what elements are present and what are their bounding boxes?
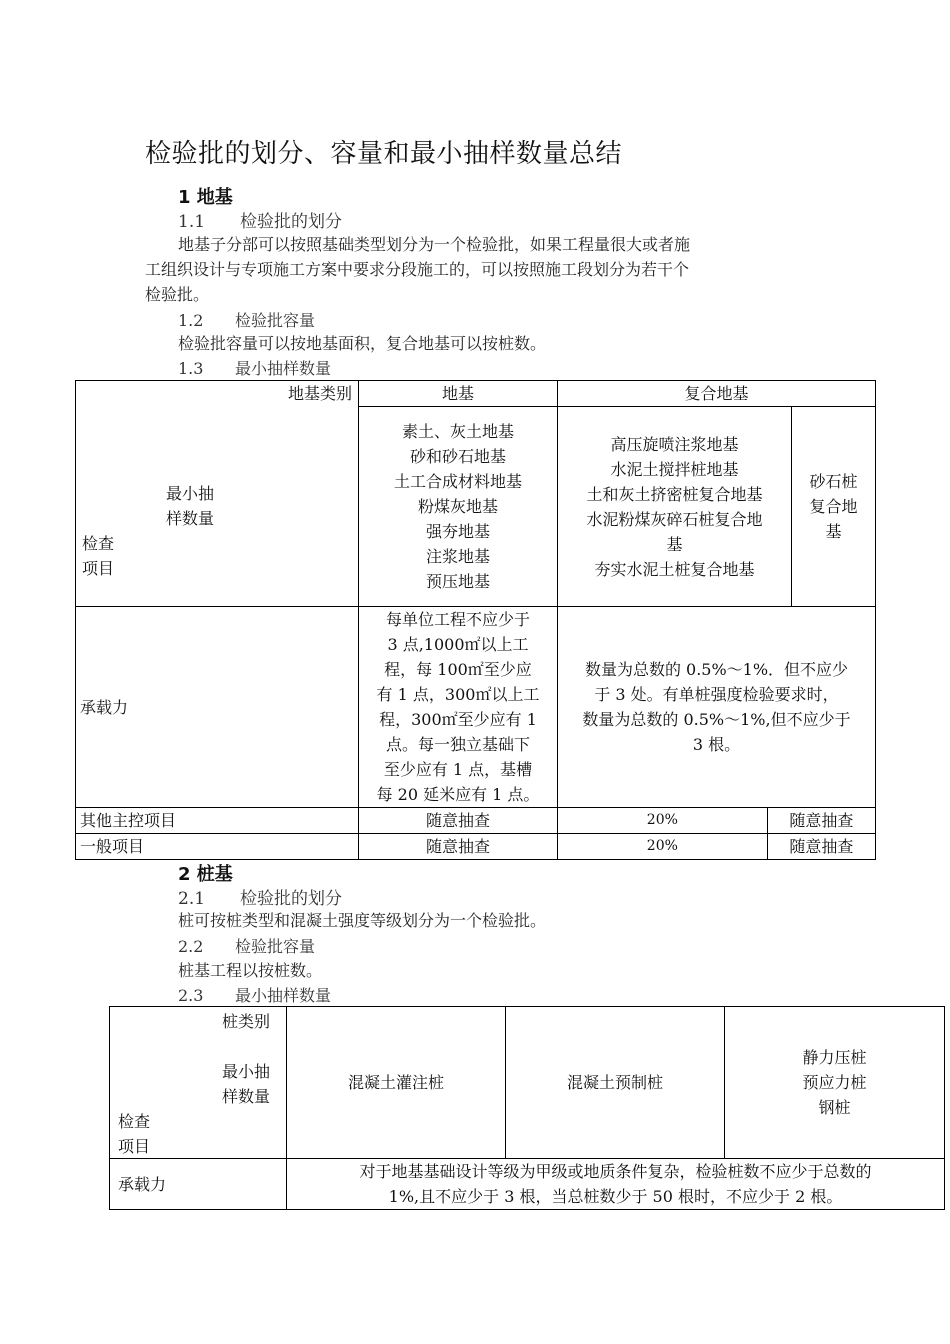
paragraph-1-1 (145, 232, 690, 307)
main-control-foundation-cell: 随意抽查 (359, 808, 558, 834)
foundation-types-cell: 素土、灰土地基 砂和砂石地基 土工合成材料地基 粉煤灰地基 强夯地基 注浆地基 预压地基 (359, 407, 558, 607)
row-header-main-control: 其他主控项目 (76, 808, 359, 834)
pile-sampling-table (109, 1006, 945, 1210)
subsection-1-2 (178, 308, 315, 331)
corner-header-cell (110, 1007, 287, 1159)
subsection-2-3 (178, 983, 331, 1006)
column-header-pressed-pile: 静力压桩 预应力桩 钢桩 (725, 1007, 945, 1159)
paragraph-line: 检验批。 (145, 285, 210, 304)
corner-category-label: 桩类别 (222, 1012, 271, 1031)
corner-sample-label: 最小抽 样数量 (166, 484, 215, 528)
subsection-1-1 (178, 207, 342, 232)
subsection-1-3 (178, 356, 331, 379)
corner-item-label: 检查 项目 (82, 534, 115, 578)
subsection-title: 最小抽样数量 (235, 359, 332, 378)
subsection-number: 1.1 (178, 212, 206, 232)
foundation-sampling-table (75, 380, 876, 860)
corner-sample-label: 最小抽 样数量 (222, 1062, 271, 1106)
paragraph-1-2: 检验批容量可以按地基面积，复合地基可以按桩数。 (178, 334, 547, 353)
row-header-bearing: 承载力 (76, 607, 359, 808)
subsection-number: 2.1 (178, 889, 206, 909)
subsection-title: 检验批容量 (235, 937, 316, 956)
page-title: 检验批的划分、容量和最小抽样数量总结 (145, 139, 623, 169)
paragraph-2-1: 桩可按桩类型和混凝土强度等级划分为一个检验批。 (178, 911, 547, 930)
bearing-pile-cell: 对于地基基础设计等级为甲级或地质条件复杂，检验桩数不应少于总数的 1%,且不应少于 3 根，当总桩数少于 50 根时，不应少于 2 根。 (287, 1159, 945, 1210)
general-composite-cell: 20% 随意抽查 (558, 834, 876, 860)
subsection-number: 1.3 (178, 359, 204, 378)
column-header-precast-pile: 混凝土预制桩 (506, 1007, 725, 1159)
subsection-2-1 (178, 884, 342, 909)
bearing-foundation-cell: 每单位工程不应少于 3 点,1000㎡以上工 程，每 100㎡至少应 有 1 点，300㎡以上工 程，300㎡至少应有 1 点。每一独立基础下 至少应有 1 点，基槽 每 20 延米应有 1 点。 (359, 607, 558, 808)
sand-pile-types-cell: 砂石桩 复合地 基 (792, 407, 876, 607)
subsection-title: 检验批的划分 (240, 889, 342, 909)
column-header-composite: 复合地基 (558, 381, 876, 407)
subsection-number: 2.3 (178, 986, 204, 1005)
subsection-2-2 (178, 934, 315, 957)
row-header-general: 一般项目 (76, 834, 359, 860)
corner-header-cell (76, 381, 359, 607)
corner-item-label: 检查 项目 (118, 1112, 151, 1156)
subsection-number: 1.2 (178, 311, 204, 330)
bearing-composite-cell: 数量为总数的 0.5%～1%．但不应少 于 3 处。有单桩强度检验要求时， 数量为总数的 0.5%～1%,但不应少于 3 根。 (558, 607, 876, 808)
paragraph-line: 工组织设计与专项施工方案中要求分段施工的，可以按照施工段划分为若干个 (145, 260, 690, 279)
main-control-composite-cell: 20% 随意抽查 (558, 808, 876, 834)
section-2-heading: 2 桩基 (178, 864, 233, 885)
row-header-bearing: 承载力 (110, 1159, 287, 1210)
corner-category-label: 地基类别 (287, 384, 352, 403)
column-header-cast-pile: 混凝土灌注桩 (287, 1007, 506, 1159)
composite-types-cell: 高压旋喷注浆地基 水泥土搅拌桩地基 土和灰土挤密桩复合地基 水泥粉煤灰碎石桩复合地 基 夯实水泥土桩复合地基 (558, 407, 792, 607)
column-header-foundation: 地基 (359, 381, 558, 407)
subsection-title: 最小抽样数量 (235, 986, 332, 1005)
subsection-number: 2.2 (178, 937, 204, 956)
subsection-title: 检验批的划分 (240, 212, 342, 232)
subsection-title: 检验批容量 (235, 311, 316, 330)
paragraph-line: 地基子分部可以按照基础类型划分为一个检验批，如果工程量很大或者施 (178, 235, 691, 254)
paragraph-2-2: 桩基工程以按桩数。 (178, 961, 323, 980)
section-1-heading: 1 地基 (178, 187, 233, 208)
general-foundation-cell: 随意抽查 (359, 834, 558, 860)
